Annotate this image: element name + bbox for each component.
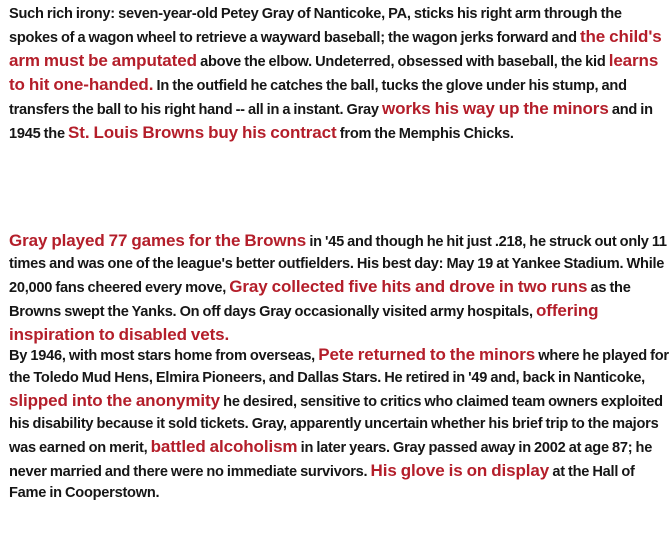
paragraph-childhood-accident [9, 4, 669, 145]
text-segment: at the Hall of Fame in Cooperstown. [9, 463, 635, 502]
highlighted-phrase: learns to hit one-handed. [9, 50, 659, 94]
text-segment: as the Browns swept the Yanks. On off days Gray occasionally visited army hospitals, [9, 279, 631, 320]
text-segment: and in 1945 the [9, 101, 653, 142]
text-segment: In the outfield he catches the ball, tucks the glove under his stump, and transfers the ball to his right hand -- all in a instant. Gray [9, 77, 627, 118]
text-segment: By 1946, with most stars home from overseas, [9, 348, 319, 364]
highlighted-phrase: St. Louis Browns buy his contract [68, 122, 337, 142]
highlighted-phrase: works his way up the minors [381, 98, 609, 118]
text-segment: in later years. Gray passed away in 2002 at age 87; he never married and there were no immediate survivors. [9, 439, 653, 480]
highlighted-phrase: Gray played 77 games for the Browns [9, 231, 307, 250]
text-segment: he desired, sensitive to critics who claimed team owners exploited his disability because it sold tickets. Gray, apparently uncertain whether his brief trip to the majors was earned on merit, [9, 393, 663, 456]
highlighted-phrase: offering inspiration to disabled vets. [9, 300, 599, 344]
highlighted-phrase: battled alcoholism [150, 436, 298, 456]
text-segment: above the elbow. Undeterred, obsessed with baseball, the kid [196, 53, 609, 70]
text-segment: Such rich irony: seven-year-old Petey Gray of Nanticoke, PA, sticks his right arm through the spokes of a wagon wheel to retrieve a wayward baseball; the wagon jerks forward and [9, 6, 622, 46]
highlighted-phrase: Pete returned to the minors [318, 345, 536, 364]
text-segment: where he played for the Toledo Mud Hens, Elmira Pioneers, and Dallas Stars. He retired in '49 and, back in Nanticoke, [9, 348, 669, 386]
highlighted-phrase: His glove is on display [370, 460, 550, 480]
text-segment: from the Memphis Chicks. [336, 125, 514, 142]
highlighted-phrase: Gray collected five hits and drove in two runs [229, 276, 588, 296]
paragraph-later-life [9, 344, 669, 505]
highlighted-phrase: the child's arm must be amputated [9, 26, 662, 70]
paragraph-browns-season [9, 230, 669, 348]
text-segment: in '45 and though he hit just .218, he struck out only 11 times and was one of the league's better outfielders. His best day: May 19 at Yankee Stadium. While 20,000 fans cheered every move, [9, 234, 667, 296]
highlighted-phrase: slipped into the anonymity [9, 390, 220, 410]
